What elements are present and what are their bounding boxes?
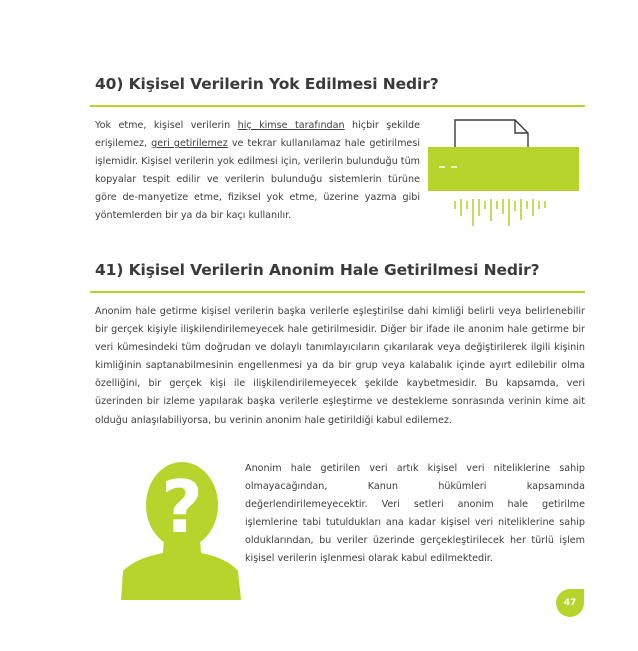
underlined-phrase: hiç kimse tarafından [237,120,345,131]
section-41-title: 41) Kişisel Verilerin Anonim Hale Getirilmesi Nedir? [95,261,540,279]
text-run: hiçbir şekilde erişilemez, [95,120,420,150]
shredder-body [428,147,579,191]
anonymous-person-illustration [119,455,241,600]
shredder-illustration [428,116,588,234]
section-41-divider [90,291,585,293]
question-mark-icon: ? [161,465,203,549]
section-40-paragraph [95,117,420,226]
section-41-paragraph: Anonim hale getirme kişisel verilerin başka verilerle eşleştirilse dahi kimliği belirli veya belirlenebilir bir gerçek kişiyle ilişkilendirilemeyecek hale getirilmesidir. Diğer bir ifade ile anonim hale getirme bir veri kümesindeki tüm doğrudan ve dolaylı tanımlayıcıların çıkarılarak veya değiştirilerek ilgili kişinin kimliğinin saptanabilmesinin engellenmesi ya da bir grup veya kalabalık içinde ayırt edilebilir olma özelliğini, bir gerçek kişi ile ilişkilendirilemeyecek şekilde kaybetmesidir. Bu kapsamda, veri üzerinden bir izleme yapılarak başka verilerle eşleştirme ve destekleme sonrasında verinin kime ait olduğu anlaşılabiliyorsa, bu verinin anonim hale getirildiği kabul edilemez. [95,306,585,426]
text-run: ve tekrar kullanılamaz hale getirilmesi işlemidir. Kişisel verilerin yok edilmesi için, verilerin bulunduğu tüm kopyalar tespit edilir ve verilerin bulunduğu sistemlerin türüne göre de-manyetize etme, fiziksel yok etme, üzerine yazma gibi yöntemlerden bir ya da bir kaçı kullanılır. [95,138,420,222]
shred-strips [455,199,545,226]
underlined-phrase: geri getirilemez [151,138,228,150]
section-40-title: 40) Kişisel Verilerin Yok Edilmesi Nedir? [95,75,439,93]
page-number-badge: 47 [556,589,584,617]
text-run: Yok etme, kişisel verilerin [95,120,238,131]
section-41-paragraph-2: Anonim hale getirilen veri artık kişisel veri niteliklerine sahip olmayacağından, Kanun hükümleri kapsamında değerlendirilemeyecektir. Veri setleri anonim hale getirilme işlemlerine tabi tutuldukları ana kadar kişisel veri niteliklerine sahip olduklarından, bu veriler üzerinde gerçekleştirilecek her türlü işlem kişisel verilerin işlenmesi olarak kabul edilmektedir. [245,463,585,565]
section-40-divider [90,105,585,107]
